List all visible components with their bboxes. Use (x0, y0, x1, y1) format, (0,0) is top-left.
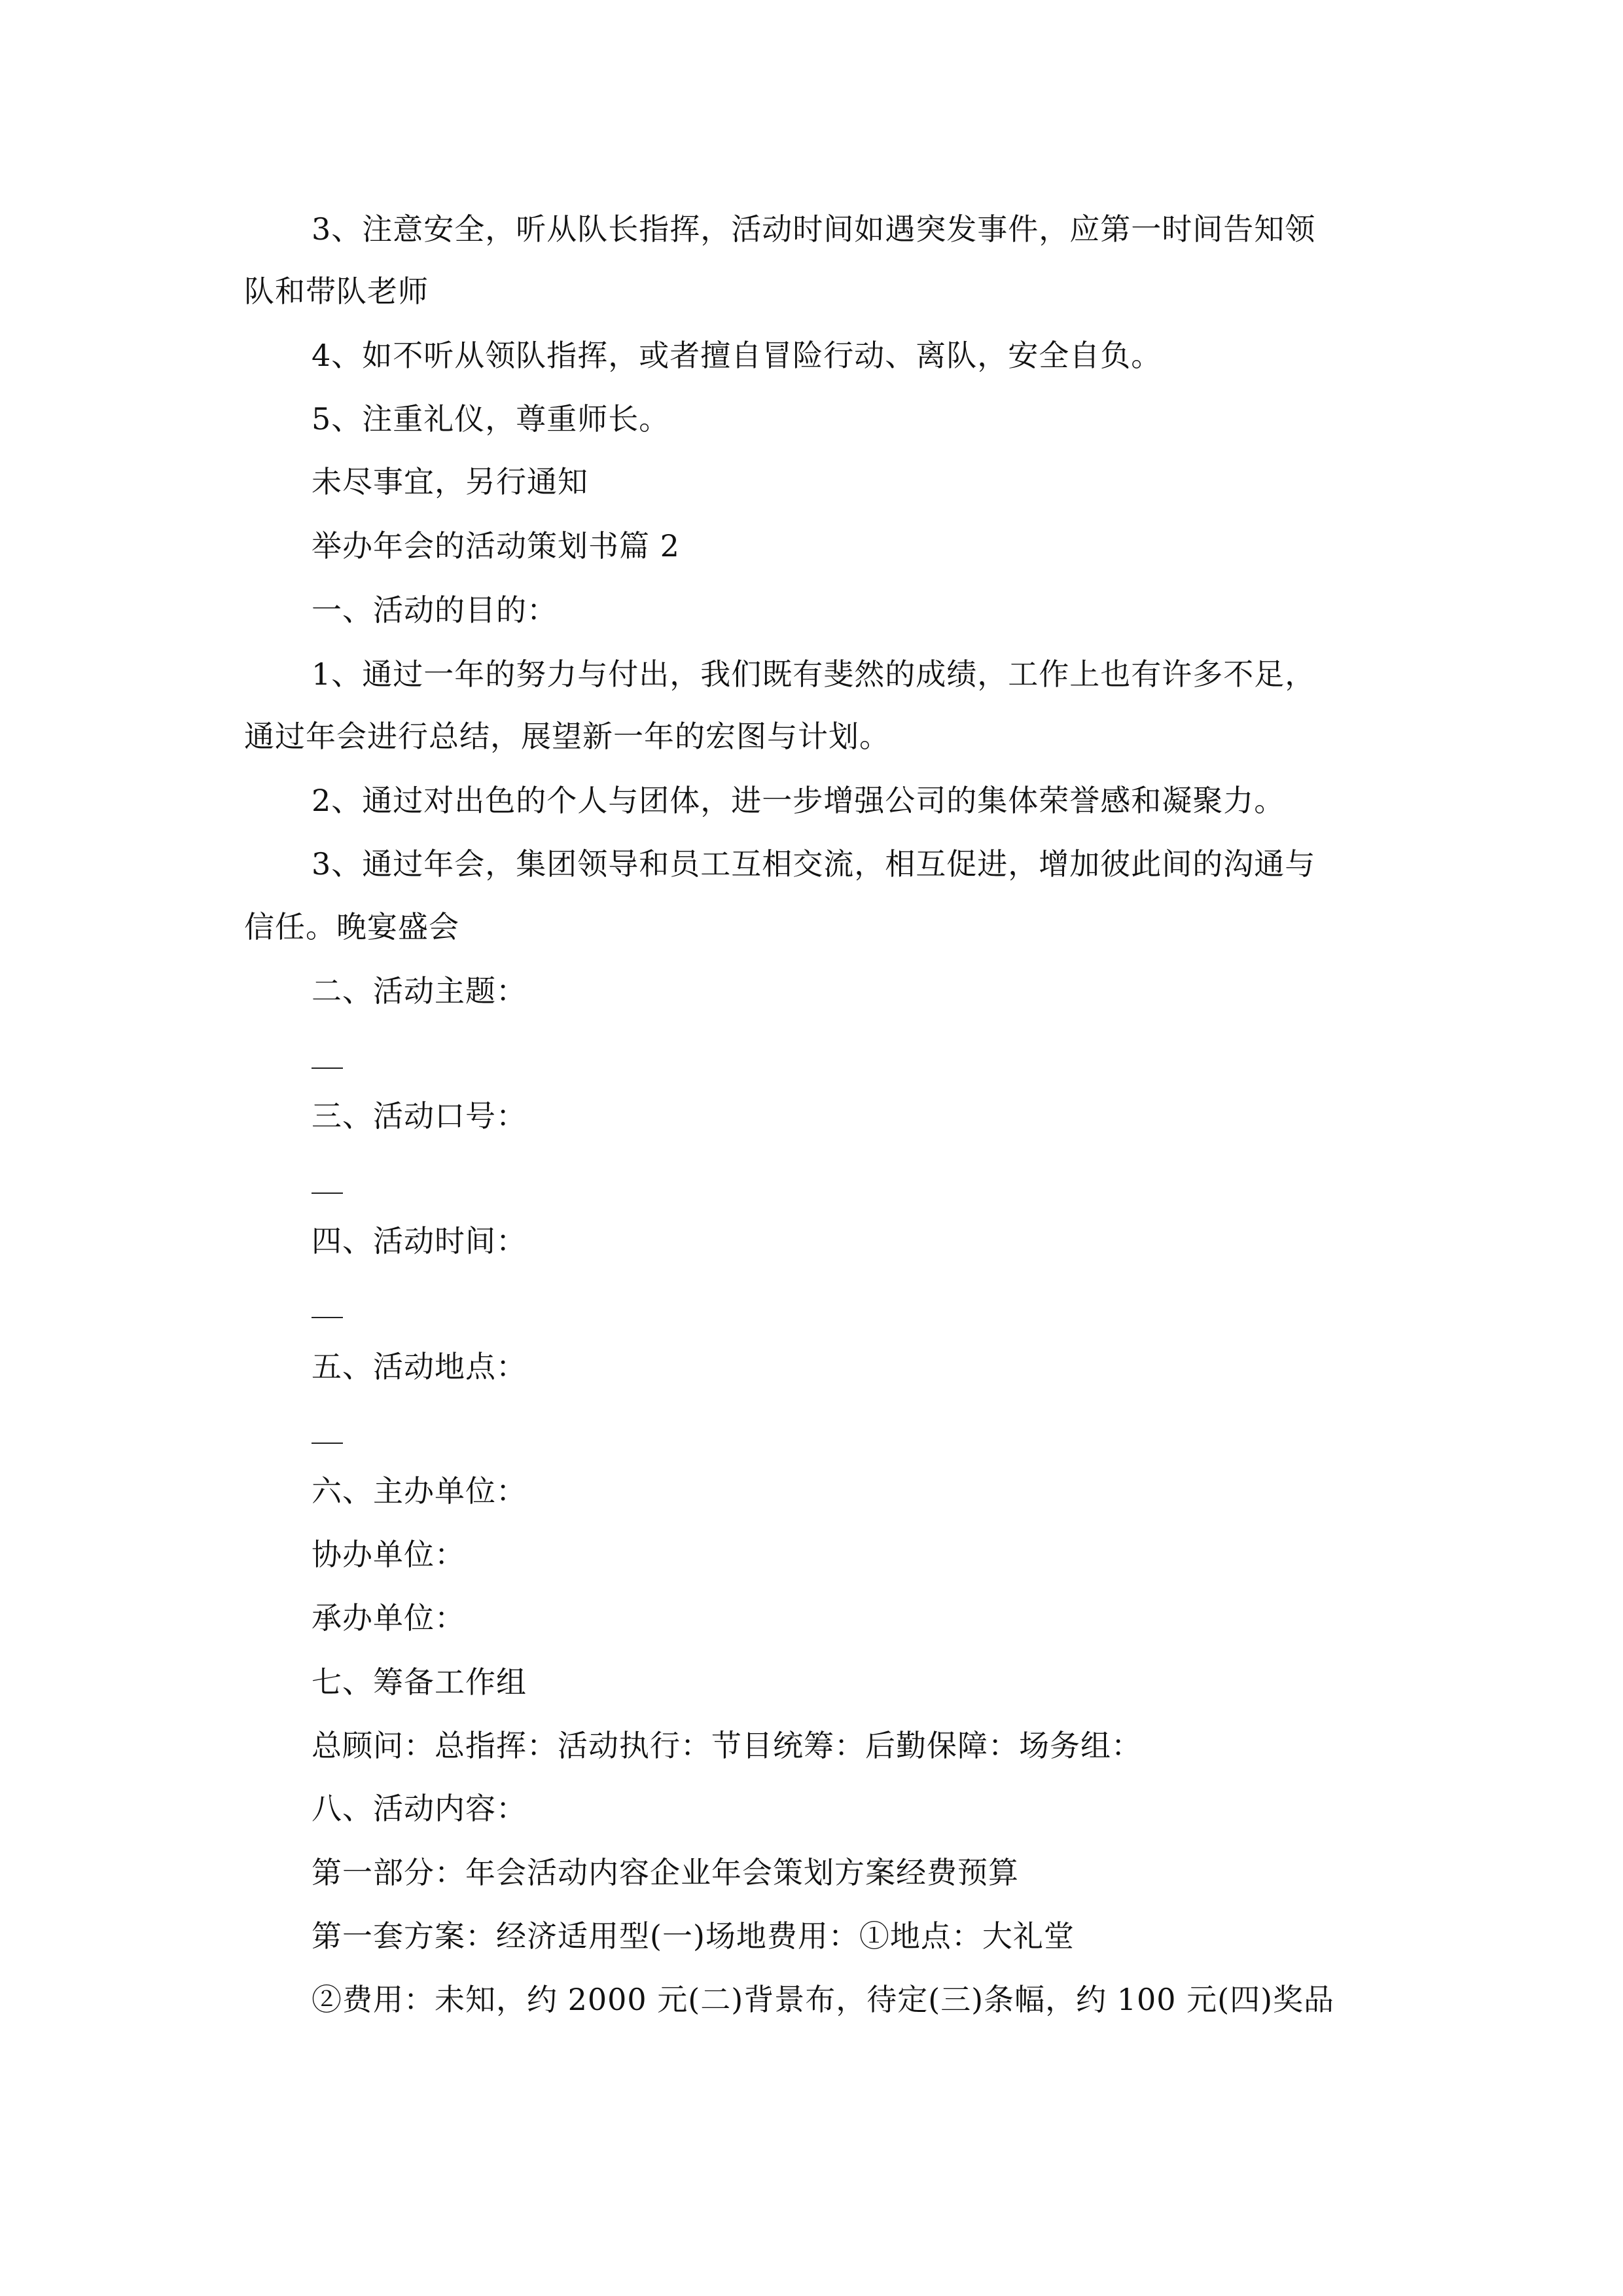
paragraph-line: 承办单位： (312, 1600, 465, 1636)
section-heading: 八、活动内容： (312, 1791, 527, 1826)
paragraph-line: 未尽事宜，另行通知 (312, 464, 588, 499)
paragraph-line: 协办单位： (312, 1537, 465, 1572)
paragraph-line: 第一套方案：经济适用型(一)场地费用：①地点：大礼堂 (312, 1918, 1075, 1954)
section-heading: 七、筹备工作组 (312, 1664, 527, 1700)
paragraph-line: 通过年会进行总结，展望新一年的宏图与计划。 (244, 719, 890, 754)
paragraph-line: 3、通过年会，集团领导和员工互相交流，相互促进，增加彼此间的沟通与 (312, 846, 1316, 882)
paragraph-line: 4、如不听从领队指挥，或者擅自冒险行动、离队，安全自负。 (312, 338, 1162, 373)
section-heading: 一、活动的目的： (312, 592, 558, 628)
section-heading: 二、活动主题： (312, 973, 527, 1009)
paragraph-line: 第一部分：年会活动内容企业年会策划方案经费预算 (312, 1855, 1019, 1890)
paragraph-line: 3、注意安全，听从队长指挥，活动时间如遇突发事件，应第一时间告知领 (312, 211, 1316, 247)
blank-dash (312, 1317, 343, 1318)
section-title: 举办年会的活动策划书篇 2 (312, 528, 680, 564)
paragraph-line: 2、通过对出色的个人与团体，进一步增强公司的集体荣誉感和凝聚力。 (312, 783, 1285, 818)
section-heading: 四、活动时间： (312, 1223, 527, 1259)
paragraph-line: ②费用：未知，约 2000 元(二)背景布，待定(三)条幅，约 100 元(四)奖品 (312, 1982, 1335, 2017)
section-heading: 六、主办单位： (312, 1473, 527, 1509)
paragraph-line: 5、注重礼仪，尊重师长。 (312, 401, 670, 437)
paragraph-line: 队和带队老师 (244, 274, 429, 309)
blank-dash (312, 1193, 343, 1194)
paragraph-line: 信任。晚宴盛会 (244, 909, 459, 944)
section-heading: 三、活动口号： (312, 1098, 527, 1134)
paragraph-line: 总顾问：总指挥：活动执行：节目统筹：后勤保障：场务组： (312, 1728, 1142, 1763)
section-heading: 五、活动地点： (312, 1349, 527, 1384)
blank-dash (312, 1443, 343, 1444)
blank-dash (312, 1067, 343, 1069)
paragraph-line: 1、通过一年的努力与付出，我们既有斐然的成绩，工作上也有许多不足， (312, 656, 1316, 692)
